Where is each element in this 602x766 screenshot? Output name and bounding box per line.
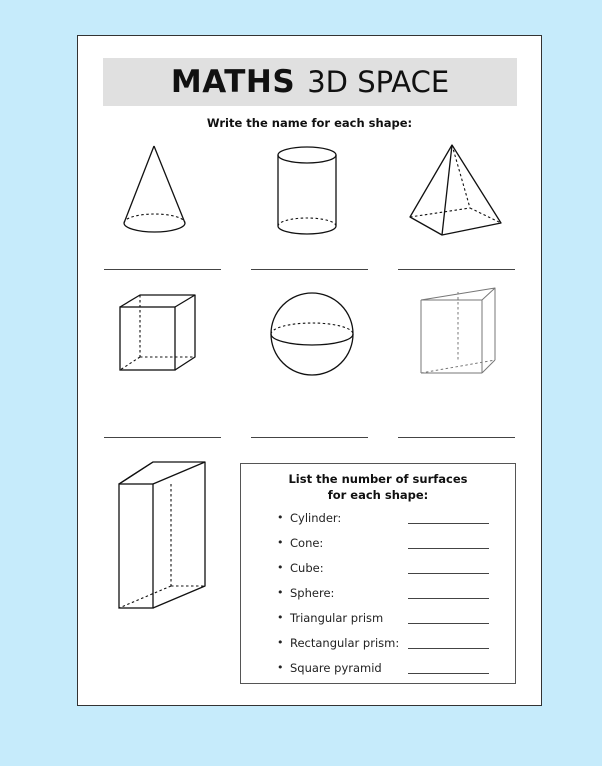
list-item bbox=[277, 611, 399, 636]
answer-line[interactable] bbox=[398, 269, 515, 270]
cone-icon bbox=[121, 144, 189, 236]
triangular-prism-icon bbox=[418, 284, 500, 376]
list-item-label: Square pyramid bbox=[290, 661, 382, 675]
list-item bbox=[277, 536, 399, 561]
answer-line[interactable] bbox=[104, 269, 221, 270]
answer-line[interactable] bbox=[251, 437, 368, 438]
square-pyramid-icon bbox=[408, 142, 506, 238]
list-item bbox=[277, 636, 399, 661]
answer-blank[interactable] bbox=[408, 523, 489, 524]
bullet: • bbox=[277, 636, 284, 649]
title-bold: MATHS bbox=[170, 64, 296, 100]
surfaces-box bbox=[240, 463, 516, 684]
sphere-icon bbox=[268, 290, 356, 378]
list-item bbox=[277, 561, 399, 586]
bullet: • bbox=[277, 511, 284, 524]
surfaces-heading-line2: for each shape: bbox=[327, 488, 429, 502]
bullet: • bbox=[277, 661, 284, 674]
list-item bbox=[277, 511, 399, 536]
list-item bbox=[277, 586, 399, 611]
answer-blank[interactable] bbox=[408, 623, 489, 624]
list-item-label: Cube: bbox=[290, 561, 324, 575]
instruction-text: Write the name for each shape: bbox=[206, 116, 413, 130]
list-item-label: Triangular prism bbox=[290, 611, 384, 625]
bullet: • bbox=[277, 536, 284, 549]
answer-blank[interactable] bbox=[408, 548, 489, 549]
rectangular-prism-icon bbox=[116, 460, 212, 612]
answer-blank[interactable] bbox=[408, 673, 489, 674]
answer-line[interactable] bbox=[398, 437, 515, 438]
list-item-label: Cone: bbox=[290, 536, 324, 550]
surfaces-heading-line1: List the number of surfaces bbox=[288, 472, 468, 486]
answer-line[interactable] bbox=[251, 269, 368, 270]
cube-icon bbox=[117, 293, 199, 373]
list-item-label: Sphere: bbox=[290, 586, 335, 600]
cylinder-icon bbox=[275, 144, 339, 240]
surfaces-list bbox=[277, 511, 399, 686]
bullet: • bbox=[277, 586, 284, 599]
answer-blank[interactable] bbox=[408, 648, 489, 649]
bullet: • bbox=[277, 611, 284, 624]
answer-blank[interactable] bbox=[408, 573, 489, 574]
worksheet bbox=[77, 35, 542, 706]
title-light: 3D SPACE bbox=[307, 65, 450, 99]
title-bar bbox=[103, 58, 517, 106]
surfaces-heading bbox=[241, 471, 515, 503]
list-item-label: Rectangular prism: bbox=[290, 636, 400, 650]
answer-line[interactable] bbox=[104, 437, 221, 438]
list-item-label: Cylinder: bbox=[290, 511, 342, 525]
answer-blank[interactable] bbox=[408, 598, 489, 599]
bullet: • bbox=[277, 561, 284, 574]
list-item bbox=[277, 661, 399, 686]
